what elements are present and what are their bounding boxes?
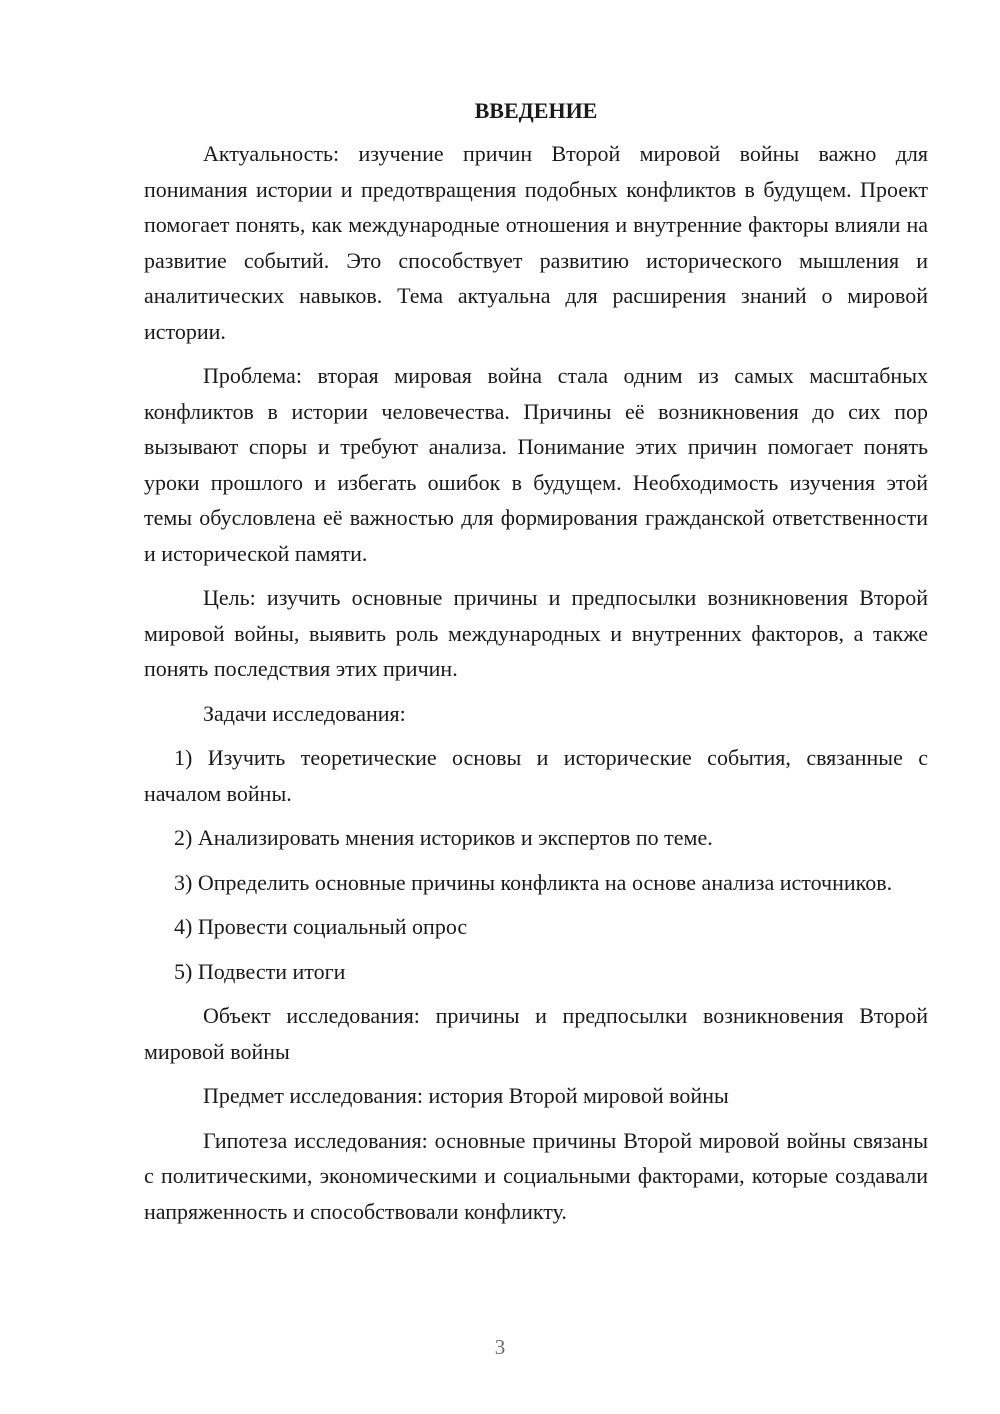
hypothesis-paragraph: Гипотеза исследования: основные причины Второй мировой войны связаны с политическими, экономическими и социальными факторами, которые создавали напряженность и способствовали конфликту.: [144, 1127, 928, 1224]
page-number: 3: [494, 1335, 506, 1359]
tasks-title: Задачи исследования:: [203, 700, 406, 726]
task-item: 5) Подвести итоги: [174, 958, 346, 984]
document-body: [144, 96, 928, 1238]
subject-paragraph: Предмет исследования: история Второй мировой войны: [203, 1083, 729, 1108]
relevance-paragraph: Актуальность: изучение причин Второй мировой войны важно для понимания истории и предотвращения подобных конфликтов в будущем. Проект помогает понять, как международные отношения и внутренние факторы влияли на развитие событий. Это способствует развитию исторического мышления и аналитических навыков. Тема актуальна для расширения знаний о мировой истории.: [144, 141, 928, 344]
task-item: 4) Провести социальный опрос: [174, 914, 468, 939]
task-item: 3) Определить основные причины конфликта на основе анализа источников.: [174, 869, 893, 895]
object-paragraph: Объект исследования: причины и предпосылки возникновения Второй мировой войны: [144, 1003, 928, 1064]
goal-paragraph: Цель: изучить основные причины и предпосылки возникновения Второй мировой войны, выявить роль международных и внутренних факторов, а также понять последствия этих причин.: [144, 585, 928, 681]
section-heading: ВВЕДЕНИЕ: [474, 98, 598, 123]
problem-paragraph: Проблема: вторая мировая война стала одним из самых масштабных конфликтов в истории человечества. Причины её возникновения до сих пор вызывают споры и требуют анализа. Понимание этих причин помогает понять уроки прошлого и избегать ошибок в будущем. Необходимость изучения этой темы обусловлена её важностью для формирования гражданской ответственности и исторической памяти.: [144, 363, 928, 566]
tasks-list: [144, 740, 928, 989]
task-item: 2) Анализировать мнения историков и экспертов по теме.: [174, 825, 713, 850]
task-item: 1) Изучить теоретические основы и исторические события, связанные с началом войны.: [144, 745, 928, 806]
